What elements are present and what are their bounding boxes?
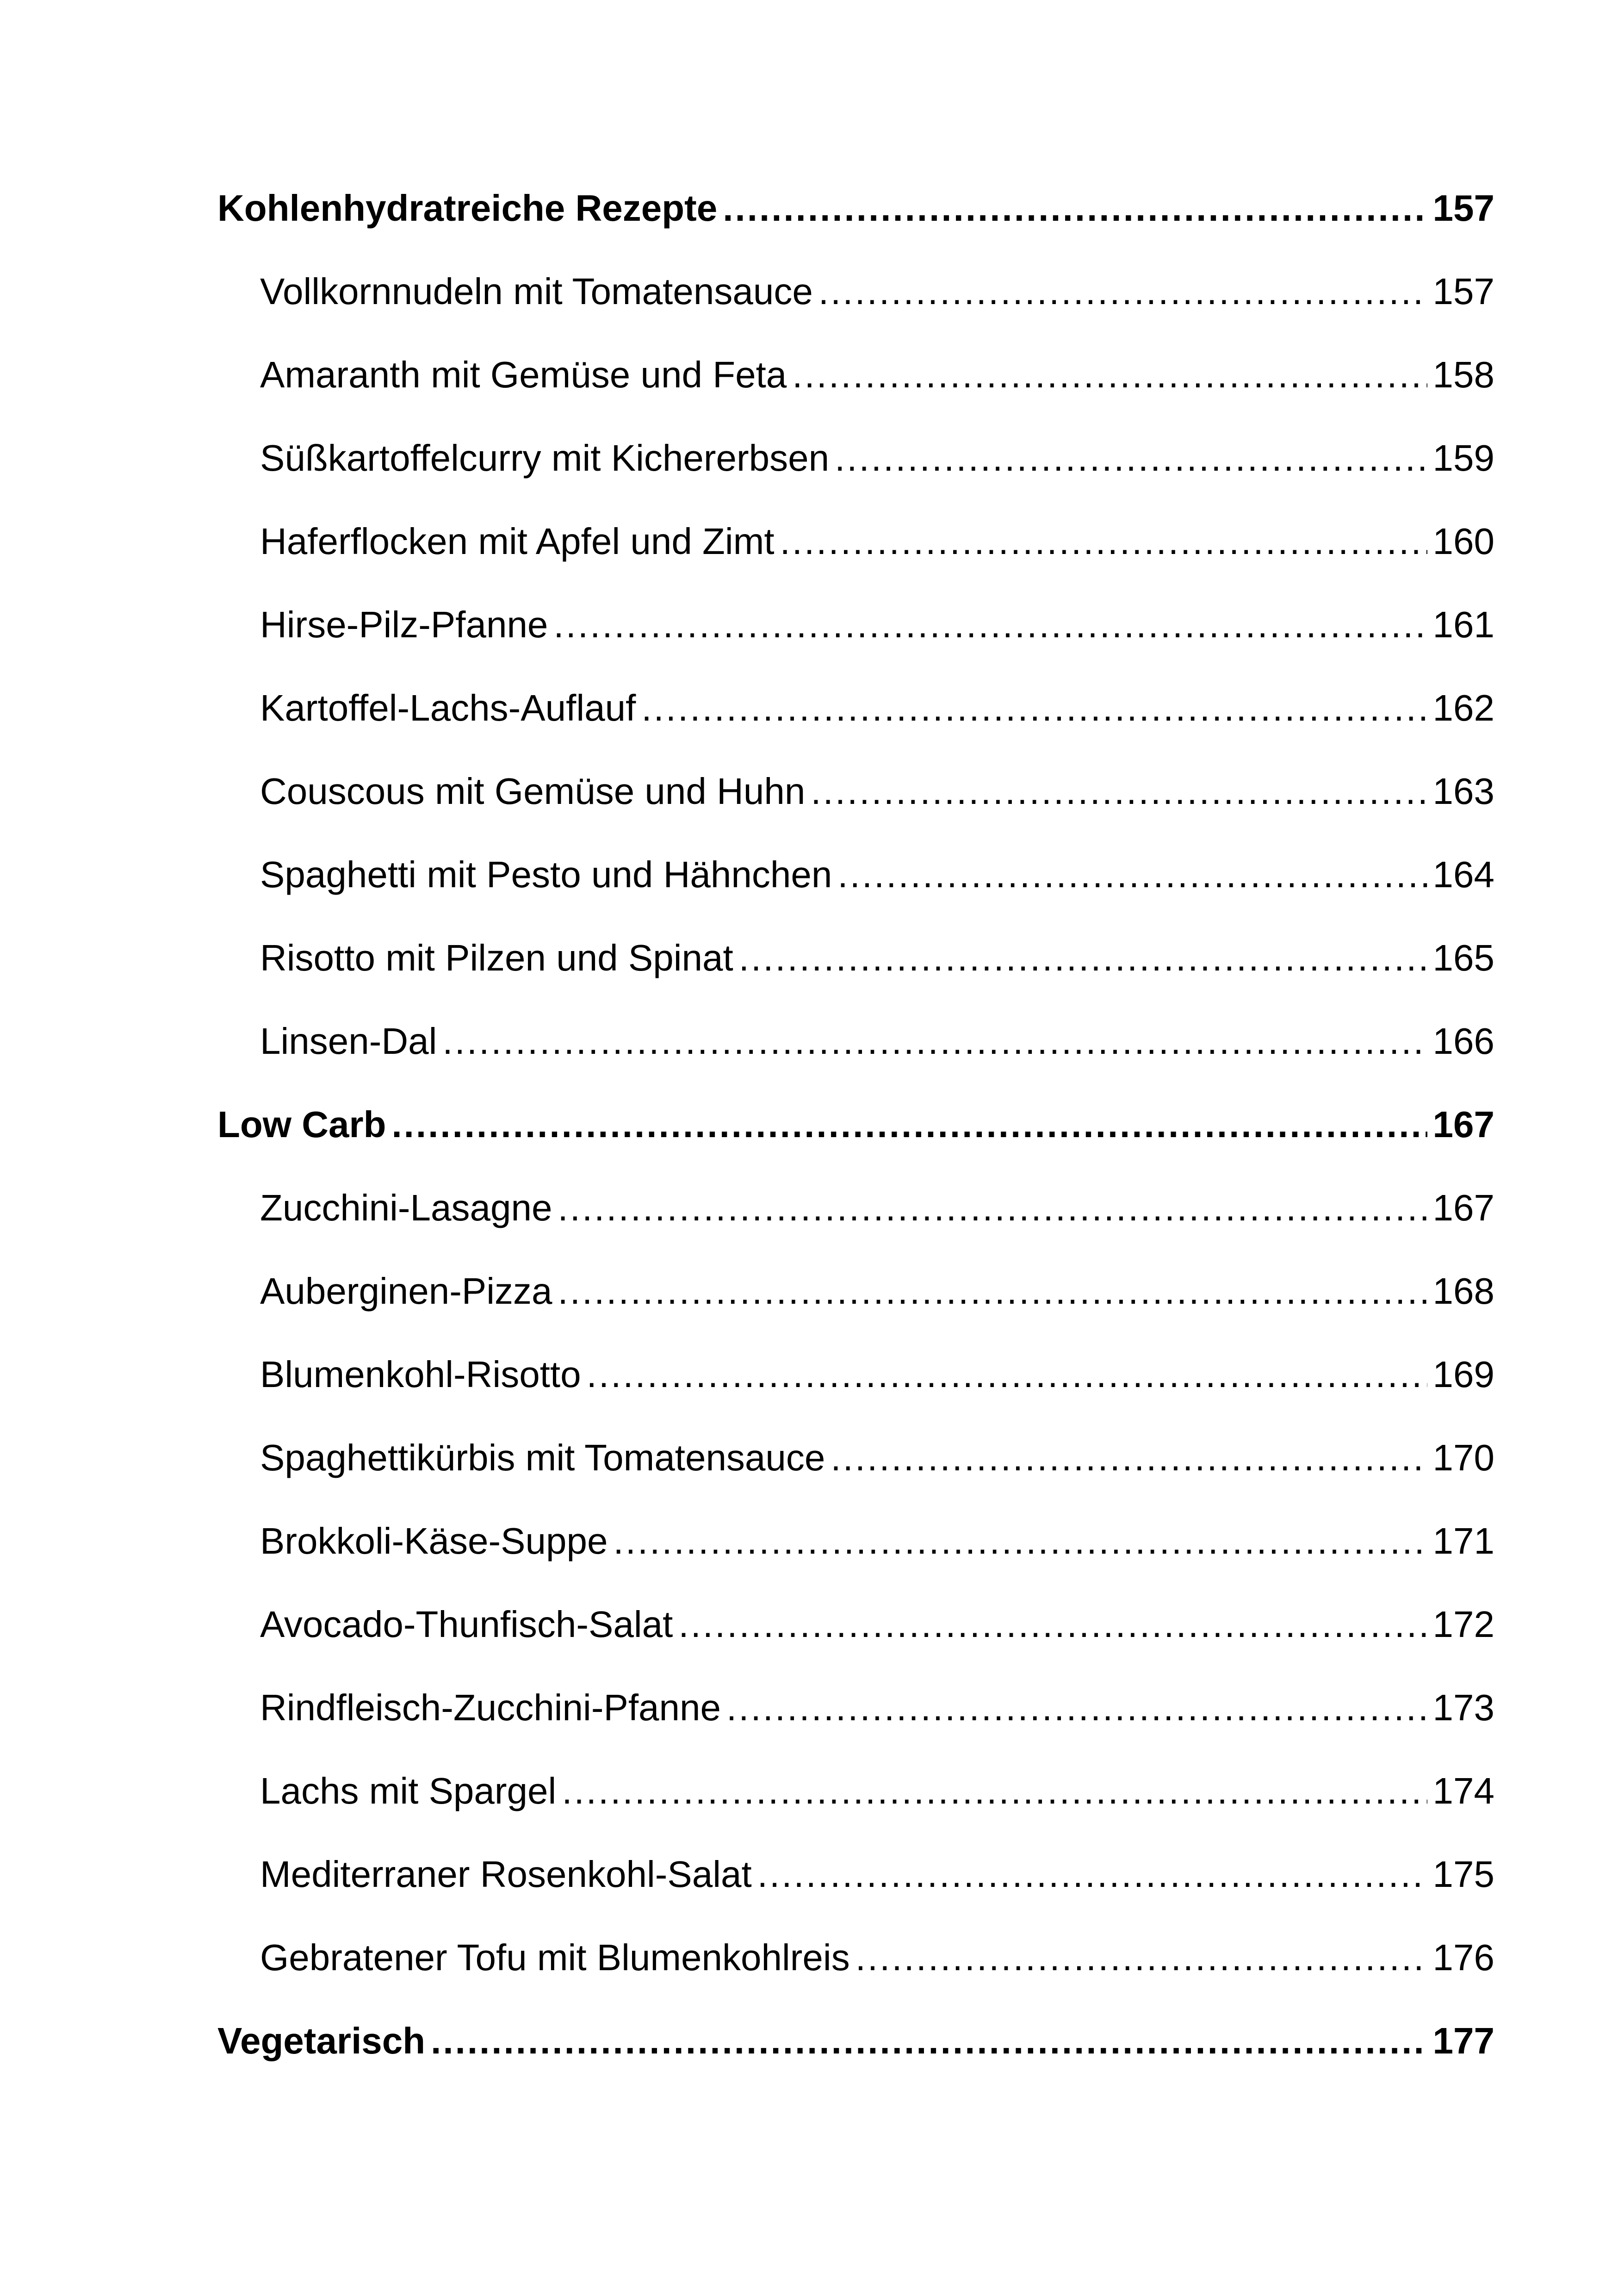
toc-entry-row[interactable] xyxy=(217,1583,1494,1666)
page-number: 166 xyxy=(1432,1020,1494,1062)
dot-leader xyxy=(818,250,1427,333)
page-number: 171 xyxy=(1432,1520,1494,1562)
dot-leader xyxy=(780,500,1427,583)
page-number: 157 xyxy=(1432,187,1494,229)
page-number: 172 xyxy=(1432,1604,1494,1645)
toc-section-title: Vegetarisch xyxy=(217,2020,426,2061)
toc-entry-title: Amaranth mit Gemüse und Feta xyxy=(260,354,787,395)
page-number: 165 xyxy=(1432,937,1494,978)
page-number: 167 xyxy=(1432,1104,1494,1145)
dot-leader xyxy=(837,833,1427,916)
toc-entry-title: Risotto mit Pilzen und Spinat xyxy=(260,937,733,978)
toc-entry-row[interactable] xyxy=(217,1250,1494,1333)
toc-section-row[interactable] xyxy=(217,1083,1494,1166)
page-number: 170 xyxy=(1432,1437,1494,1478)
toc-entry-row[interactable] xyxy=(217,250,1494,333)
page-number: 162 xyxy=(1432,687,1494,728)
toc-entry-row[interactable] xyxy=(217,1000,1494,1083)
dot-leader xyxy=(835,417,1427,500)
toc-entry-title: Mediterraner Rosenkohl-Salat xyxy=(260,1854,752,1895)
dot-leader xyxy=(553,583,1427,666)
toc-entry-row[interactable] xyxy=(217,833,1494,916)
toc-entry-title: Süßkartoffelcurry mit Kichererbsen xyxy=(260,437,830,479)
page-number: 175 xyxy=(1432,1854,1494,1895)
toc-section-row[interactable] xyxy=(217,167,1494,250)
toc-entry-title: Spaghetti mit Pesto und Hähnchen xyxy=(260,854,832,895)
page-number: 173 xyxy=(1432,1687,1494,1728)
page-number: 159 xyxy=(1432,437,1494,479)
toc-entry-title: Vollkornnudeln mit Tomatensauce xyxy=(260,271,813,312)
page-number: 177 xyxy=(1432,2020,1494,2061)
toc-entry-row[interactable] xyxy=(217,583,1494,666)
toc-entry-row[interactable] xyxy=(217,1500,1494,1583)
page-number: 163 xyxy=(1432,771,1494,812)
table-of-contents xyxy=(217,167,1494,2083)
page-number: 168 xyxy=(1432,1270,1494,1312)
toc-entry-row[interactable] xyxy=(217,333,1494,417)
toc-entry-title: Lachs mit Spargel xyxy=(260,1770,557,1811)
dot-leader xyxy=(587,1333,1427,1416)
toc-entry-title: Kartoffel-Lachs-Auflauf xyxy=(260,687,636,728)
toc-entry-row[interactable] xyxy=(217,1916,1494,1999)
toc-entry-row[interactable] xyxy=(217,1333,1494,1416)
toc-entry-title: Spaghettikürbis mit Tomatensauce xyxy=(260,1437,825,1478)
dot-leader xyxy=(558,1250,1427,1333)
dot-leader xyxy=(562,1749,1427,1833)
page-number: 167 xyxy=(1432,1187,1494,1228)
toc-entry-title: Haferflocken mit Apfel und Zimt xyxy=(260,521,775,562)
dot-leader xyxy=(739,916,1427,1000)
dot-leader xyxy=(855,1916,1427,1999)
dot-leader xyxy=(431,1999,1427,2083)
dot-leader xyxy=(811,750,1427,833)
page-number: 169 xyxy=(1432,1354,1494,1395)
page-number: 164 xyxy=(1432,854,1494,895)
toc-section-title: Kohlenhydratreiche Rezepte xyxy=(217,187,718,229)
toc-entry-row[interactable] xyxy=(217,666,1494,750)
page-number: 174 xyxy=(1432,1770,1494,1811)
toc-entry-title: Linsen-Dal xyxy=(260,1020,437,1062)
toc-entry-row[interactable] xyxy=(217,417,1494,500)
page-number: 157 xyxy=(1432,271,1494,312)
page-number: 161 xyxy=(1432,604,1494,645)
toc-entry-row[interactable] xyxy=(217,1166,1494,1250)
toc-entry-row[interactable] xyxy=(217,1666,1494,1749)
toc-entry-row[interactable] xyxy=(217,1833,1494,1916)
page-number: 176 xyxy=(1432,1937,1494,1978)
toc-entry-row[interactable] xyxy=(217,500,1494,583)
dot-leader xyxy=(391,1083,1427,1166)
toc-entry-title: Hirse-Pilz-Pfanne xyxy=(260,604,548,645)
toc-entry-title: Auberginen-Pizza xyxy=(260,1270,552,1312)
dot-leader xyxy=(678,1583,1427,1666)
dot-leader xyxy=(442,1000,1427,1083)
toc-entry-row[interactable] xyxy=(217,750,1494,833)
dot-leader xyxy=(641,666,1427,750)
toc-entry-row[interactable] xyxy=(217,1749,1494,1833)
page-number: 158 xyxy=(1432,354,1494,395)
toc-entry-title: Zucchini-Lasagne xyxy=(260,1187,552,1228)
page-number: 160 xyxy=(1432,521,1494,562)
dot-leader xyxy=(831,1416,1427,1500)
toc-section-title: Low Carb xyxy=(217,1104,386,1145)
dot-leader xyxy=(726,1666,1427,1749)
dot-leader xyxy=(558,1166,1427,1250)
toc-entry-row[interactable] xyxy=(217,916,1494,1000)
dot-leader xyxy=(723,167,1427,250)
toc-entry-title: Couscous mit Gemüse und Huhn xyxy=(260,771,806,812)
toc-entry-title: Blumenkohl-Risotto xyxy=(260,1354,581,1395)
toc-entry-title: Avocado-Thunfisch-Salat xyxy=(260,1604,673,1645)
toc-section-row[interactable] xyxy=(217,1999,1494,2083)
toc-entry-title: Gebratener Tofu mit Blumenkohlreis xyxy=(260,1937,850,1978)
toc-entry-title: Rindfleisch-Zucchini-Pfanne xyxy=(260,1687,721,1728)
toc-entry-row[interactable] xyxy=(217,1416,1494,1500)
dot-leader xyxy=(757,1833,1427,1916)
toc-entry-title: Brokkoli-Käse-Suppe xyxy=(260,1520,608,1562)
dot-leader xyxy=(792,333,1427,417)
dot-leader xyxy=(613,1500,1427,1583)
